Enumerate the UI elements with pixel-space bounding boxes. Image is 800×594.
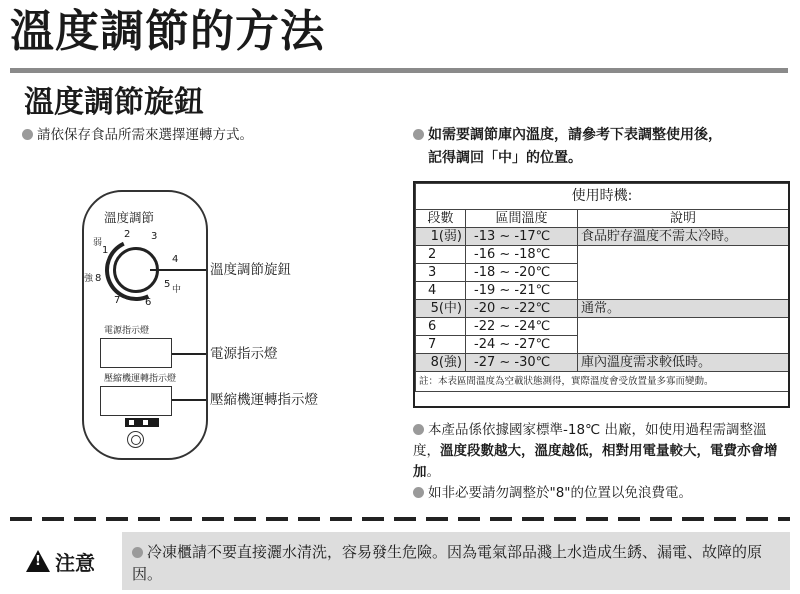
row-range: -20 ~ -22℃ — [466, 300, 578, 318]
table-row — [416, 336, 789, 354]
caution-label: 注意 — [55, 550, 95, 575]
table-row — [416, 228, 789, 246]
dashed-divider — [10, 517, 790, 521]
row-desc — [578, 246, 789, 264]
section-title: 溫度調節旋鈕 — [24, 85, 204, 120]
usage-table — [415, 183, 789, 392]
table-row — [416, 246, 789, 264]
note-1: 本產品係依據國家標準-18℃ 出廠，如使用過程需調整溫度，溫度段數越大，溫度越低，相對用電量較大，電費亦會增加。 — [413, 422, 778, 480]
table-row — [416, 354, 789, 372]
row-range: -19 ~ -21℃ — [466, 282, 578, 300]
bullet-icon — [132, 547, 143, 558]
row-range: -13 ~ -17℃ — [466, 228, 578, 246]
bullet-icon — [413, 129, 424, 140]
power-leader — [172, 353, 206, 355]
row-desc — [578, 264, 789, 282]
row-step: 5(中) — [416, 300, 466, 318]
dial-num-5: 5 — [164, 279, 171, 290]
power-box-label: 電源指示燈 — [104, 326, 150, 336]
header-step: 段數 — [416, 210, 466, 228]
table-footnote: 註：本表區間溫度為空載狀態測得，實際溫度會受放置量多寡而變動。 — [416, 372, 789, 392]
page-title: 溫度調節的方法 — [10, 6, 325, 57]
power-callout: 電源指示燈 — [210, 346, 278, 362]
dial-num-6: 6 — [145, 297, 152, 308]
row-range: -18 ~ -20℃ — [466, 264, 578, 282]
dial-strong-label: 強 — [84, 274, 94, 284]
warning-icon — [26, 550, 50, 572]
row-desc — [578, 336, 789, 354]
table-caption: 使用時機: — [416, 184, 789, 210]
row-range: -27 ~ -30℃ — [466, 354, 578, 372]
row-step: 3 — [416, 264, 466, 282]
row-step: 7 — [416, 336, 466, 354]
row-range: -24 ~ -27℃ — [466, 336, 578, 354]
caution-label-box — [10, 532, 111, 590]
compressor-leader — [172, 399, 206, 401]
title-divider — [10, 68, 788, 73]
dial-leader — [150, 269, 206, 271]
dial-weak-label: 弱 — [93, 238, 103, 248]
dial-callout: 溫度調節旋鈕 — [210, 262, 291, 278]
row-step: 1(弱) — [416, 228, 466, 246]
caution-text-box — [122, 532, 790, 590]
dial-num-7: 7 — [114, 295, 121, 306]
dial-num-2: 2 — [124, 229, 131, 240]
table-row — [416, 300, 789, 318]
led-strip — [125, 418, 159, 427]
header-range: 區間溫度 — [466, 210, 578, 228]
dial-num-3: 3 — [151, 231, 158, 242]
row-desc: 食品貯存溫度不需太冷時。 — [578, 228, 789, 246]
dial-mid-label: 中 — [172, 285, 182, 295]
right-instruction: 如需要調節庫內溫度，請參考下表調整使用後， 記得調回「中」的位置。 — [413, 124, 793, 170]
bullet-icon — [413, 487, 424, 498]
caution-text: 冷凍櫃請不要直接灑水清洗，容易發生危險。因為電氣部品濺上水造成生銹、漏電、故障的原因。 — [132, 543, 763, 583]
left-instruction: 請依保存食品所需來選擇運轉方式。 — [22, 124, 253, 146]
row-desc: 通常。 — [578, 300, 789, 318]
table-row — [416, 318, 789, 336]
row-step: 6 — [416, 318, 466, 336]
table-footnote-row — [416, 372, 789, 392]
row-step: 8(強) — [416, 354, 466, 372]
compressor-box-label: 壓縮機運轉指示燈 — [104, 374, 177, 384]
compressor-indicator — [100, 386, 172, 416]
row-desc: 庫內溫度需求較低時。 — [578, 354, 789, 372]
power-indicator — [100, 338, 172, 368]
dial-num-4: 4 — [172, 254, 179, 265]
row-step: 2 — [416, 246, 466, 264]
table-header-row — [416, 210, 789, 228]
bullet-icon — [22, 129, 33, 140]
table-caption-row — [416, 184, 789, 210]
table-row — [416, 282, 789, 300]
dial-num-1: 1 — [102, 245, 109, 256]
panel-knob[interactable] — [127, 431, 144, 448]
notes — [413, 420, 793, 504]
row-desc — [578, 282, 789, 300]
row-range: -22 ~ -24℃ — [466, 318, 578, 336]
dial-num-8: 8 — [95, 273, 102, 284]
note-2: 如非必要請勿調整於"8"的位置以免浪費電。 — [413, 483, 793, 504]
table-row — [416, 264, 789, 282]
row-desc — [578, 318, 789, 336]
compressor-callout: 壓縮機運轉指示燈 — [210, 392, 318, 408]
row-range: -16 ~ -18℃ — [466, 246, 578, 264]
row-step: 4 — [416, 282, 466, 300]
bullet-icon — [413, 424, 424, 435]
header-desc: 說明 — [578, 210, 789, 228]
